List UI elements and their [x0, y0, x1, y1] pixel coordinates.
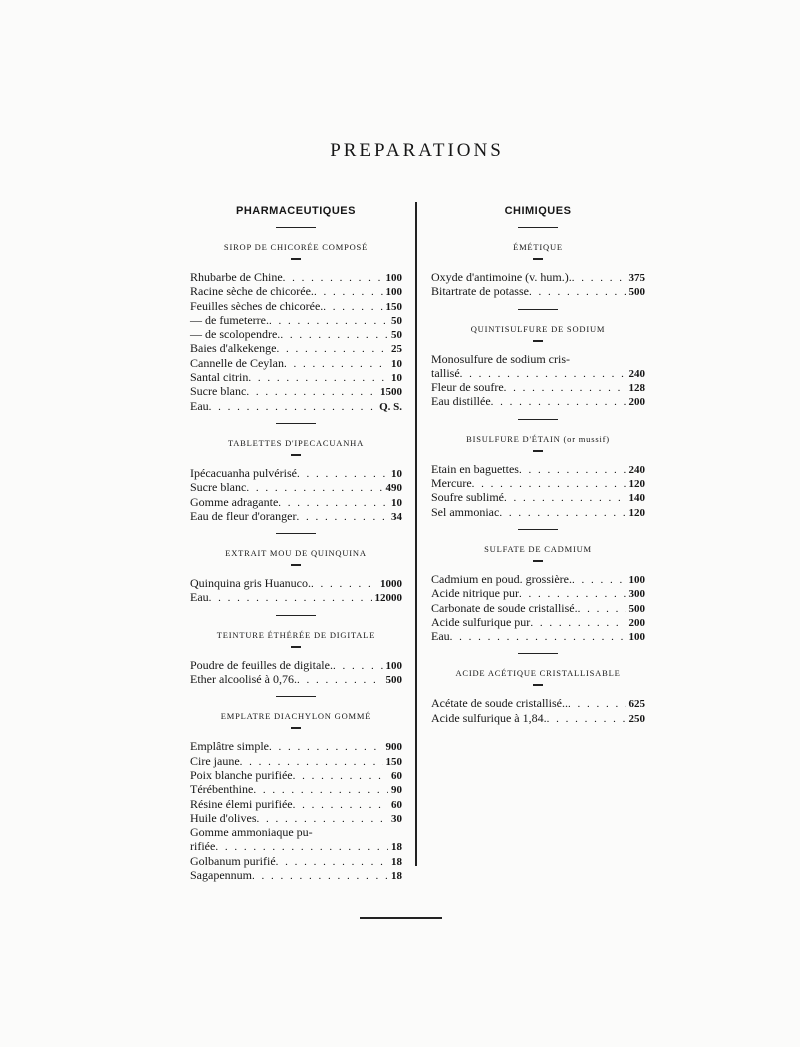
section-title: SIROP DE CHICORÉE COMPOSÉ: [223, 242, 369, 252]
ingredient-name: Résine élemi purifiée: [190, 796, 293, 811]
ingredient-row: [190, 480, 402, 494]
ingredient-name: Acétate de soude cristallisé..: [431, 696, 568, 711]
dot-leader: [572, 271, 626, 285]
recipe-section: [190, 709, 402, 882]
dot-leader: [253, 783, 388, 797]
section-list: [190, 240, 402, 882]
ingredient-row: [190, 341, 402, 355]
dot-leader: [293, 769, 388, 783]
ingredient-row: [190, 399, 402, 413]
ingredient-list: [190, 270, 402, 413]
dot-leader: [246, 481, 382, 495]
ingredient-row: [190, 384, 402, 398]
ingredient-row: [190, 825, 402, 839]
ingredient-quantity: 500: [385, 674, 402, 687]
ingredient-row: [431, 572, 645, 586]
ingredient-row: [190, 868, 402, 882]
section-title: SULFATE DE CADMIUM: [484, 543, 592, 554]
ingredient-name: Monosulfure de sodium cris-: [431, 351, 570, 366]
dot-leader: [572, 573, 626, 587]
ingredient-row: [190, 768, 402, 782]
ingredient-quantity: 10: [391, 357, 402, 370]
ingredient-name: Mercure: [431, 476, 472, 491]
ingredient-quantity: 10: [391, 496, 402, 509]
ingredient-name: Eau: [190, 398, 209, 413]
ingredient-quantity: 18: [391, 841, 402, 854]
ingredient-quantity: 375: [628, 272, 645, 284]
ingredient-quantity: 100: [385, 659, 402, 672]
ingredient-list: [431, 572, 645, 643]
ingredient-name: Poix blanche purifiée: [190, 767, 293, 782]
ingredient-list: [431, 462, 645, 519]
ingredient-name: Soufre sublimé: [431, 490, 504, 505]
section-title: TABLETTES D'IPECACUANHA: [227, 437, 365, 448]
ingredient-row: [431, 586, 645, 600]
ingredient-quantity: 100: [628, 631, 645, 644]
dot-leader: [499, 506, 625, 520]
ingredient-row: [190, 495, 402, 509]
ingredient-name: Etain en baguettes: [431, 461, 519, 476]
ingredient-list: [190, 658, 402, 687]
page-title: PREPARATIONS: [330, 140, 504, 161]
section-separator: [518, 419, 558, 420]
ingredient-row: [190, 327, 402, 341]
section-dash: [291, 454, 301, 456]
column-heading: CHIMIQUES: [504, 205, 572, 217]
ingredient-quantity: 12000: [374, 592, 402, 605]
ingredient-quantity: 200: [628, 616, 645, 629]
dot-leader: [280, 328, 388, 342]
ingredient-row: [190, 839, 402, 853]
ingredient-row: [190, 811, 402, 825]
ingredient-row: [431, 601, 645, 615]
ingredient-quantity: 250: [628, 712, 645, 725]
section-title: EMPLATRE DIACHYLON GOMMÉ: [220, 711, 372, 722]
ingredient-name: — de fumeterre.: [190, 312, 269, 327]
ingredient-name: Acide sulfurique à 1,84.: [431, 710, 547, 725]
ingredient-name: Bitartrate de potasse: [431, 284, 529, 299]
section-separator: [276, 533, 316, 534]
dot-leader: [460, 367, 626, 381]
ingredient-name: Golbanum purifié: [190, 853, 276, 868]
ingredient-quantity: 500: [628, 602, 645, 615]
dot-leader: [450, 630, 626, 644]
ingredient-name: Carbonate de soude cristallisé.: [431, 600, 578, 615]
ingredient-list: [431, 270, 645, 299]
section-separator: [276, 423, 316, 424]
ingredient-quantity: 120: [628, 478, 645, 491]
ingredient-name: Gomme adragante: [190, 494, 279, 509]
ingredient-row: [431, 696, 645, 710]
section-title: QUINTISULFURE DE SODIUM: [470, 323, 606, 334]
dot-leader: [530, 616, 625, 630]
ingredient-quantity: 240: [628, 463, 645, 476]
recipe-section: [190, 546, 402, 616]
ingredient-name: Acide nitrique pur: [431, 586, 519, 601]
dot-leader: [578, 602, 626, 616]
ingredient-quantity: 150: [385, 300, 402, 313]
dot-leader: [276, 342, 388, 356]
ingredient-name: Oxyde d'antimoine (v. hum.).: [431, 270, 572, 284]
ingredient-quantity: 200: [628, 396, 645, 409]
section-dash: [291, 727, 301, 729]
dot-leader: [529, 285, 626, 299]
dot-leader: [284, 357, 388, 371]
ingredient-list: [431, 696, 645, 725]
ingredient-name: Eau distillée: [431, 394, 491, 409]
ingredient-row: [431, 462, 645, 476]
dot-leader: [297, 673, 383, 687]
ingredient-row: [190, 590, 402, 604]
ingredient-name: rifiée: [190, 839, 216, 854]
dot-leader: [283, 271, 383, 285]
ingredient-name: Poudre de feuilles de digitale.: [190, 657, 333, 672]
ingredient-name: Fleur de soufre: [431, 380, 504, 395]
ingredient-row: [431, 711, 645, 725]
ingredient-name: Emplâtre simple: [190, 739, 269, 754]
ingredient-row: [190, 313, 402, 327]
ingredient-quantity: 50: [391, 329, 402, 342]
section-title: ÉMÉTIQUE: [513, 242, 563, 252]
recipe-section: [190, 436, 402, 534]
dot-leader: [240, 755, 383, 769]
ingredient-quantity: 30: [391, 812, 402, 825]
section-dash: [533, 560, 543, 562]
ingredient-quantity: 300: [628, 588, 645, 601]
ingredient-row: [431, 629, 645, 643]
section-dash: [533, 258, 543, 260]
ingredient-name: Ipécacuanha pulvérisé: [190, 465, 297, 480]
dot-leader: [314, 285, 383, 299]
dot-leader: [293, 798, 388, 812]
dot-leader: [246, 385, 377, 399]
ingredient-name: Quinquina gris Huanuco.: [190, 576, 311, 591]
ingredient-name: Cire jaune: [190, 753, 240, 768]
ingredient-row: [190, 509, 402, 523]
ingredient-name: Cannelle de Ceylan: [190, 355, 284, 370]
dot-leader: [504, 491, 626, 505]
ingredient-row: [190, 466, 402, 480]
ingredient-row: [431, 380, 645, 394]
ingredient-row: [431, 490, 645, 504]
ingredient-row: [431, 366, 645, 380]
ingredient-name: Cadmium en poud. grossière.: [431, 571, 572, 586]
dot-leader: [209, 591, 372, 605]
ingredient-row: [190, 370, 402, 384]
dot-leader: [257, 812, 389, 826]
dot-leader: [215, 840, 388, 854]
dot-leader: [252, 869, 388, 883]
ingredient-row: [431, 352, 645, 366]
dot-leader: [248, 371, 388, 385]
ingredient-list: [431, 352, 645, 409]
ingredient-row: [190, 672, 402, 686]
ingredient-quantity: 128: [628, 382, 645, 395]
ingredient-row: [190, 797, 402, 811]
ingredient-name: Térébenthine: [190, 782, 254, 797]
section-separator: [276, 696, 316, 697]
section-dash: [291, 258, 301, 260]
ingredient-quantity: 100: [385, 272, 402, 284]
recipe-section: [431, 322, 645, 420]
dot-leader: [504, 381, 626, 395]
dot-leader: [278, 496, 388, 510]
dot-leader: [276, 855, 388, 869]
dot-leader: [323, 300, 382, 314]
dot-leader: [472, 477, 626, 491]
section-dash: [533, 450, 543, 452]
section-separator: [518, 529, 558, 530]
ingredient-row: [431, 505, 645, 519]
ingredient-quantity: 1000: [380, 578, 402, 591]
column-divider: [415, 202, 417, 866]
section-dash: [533, 684, 543, 686]
column-heading: PHARMACEUTIQUES: [236, 205, 356, 217]
ingredient-name: Baies d'alkekenge: [190, 341, 277, 356]
ingredient-quantity: 18: [391, 855, 402, 868]
ingredient-name: Eau: [190, 590, 209, 605]
ingredient-quantity: 140: [628, 492, 645, 505]
ingredient-row: [190, 576, 402, 590]
ingredient-name: Santal citrin: [190, 370, 249, 385]
ingredient-name: Rhubarbe de Chine: [190, 270, 283, 284]
recipe-section: [431, 240, 645, 310]
ingredient-name: Eau: [431, 629, 450, 644]
column-pharmaceutiques: [190, 203, 402, 882]
section-list: [431, 240, 645, 725]
section-title: BISULFURE D'ÉTAIN (or mussif): [466, 433, 610, 444]
ingredient-quantity: 1500: [380, 386, 402, 399]
ingredient-name: Sucre blanc: [190, 480, 247, 495]
ingredient-quantity: 60: [391, 798, 402, 811]
section-title: TEINTURE ÉTHÉRÉE DE DIGITALE: [216, 629, 376, 640]
dot-leader: [297, 467, 388, 481]
ingredient-quantity: 34: [391, 510, 402, 523]
ingredient-quantity: 25: [391, 343, 402, 356]
ingredient-row: [431, 394, 645, 408]
section-separator: [276, 615, 316, 616]
ingredient-row: [431, 270, 645, 284]
heading-rule: [276, 227, 316, 228]
ingredient-list: [190, 466, 402, 523]
ingredient-row: [190, 754, 402, 768]
section-title: ACIDE ACÉTIQUE CRISTALLISABLE: [455, 668, 621, 679]
section-dash: [291, 646, 301, 648]
dot-leader: [568, 697, 626, 711]
ingredient-quantity: 100: [628, 573, 645, 586]
recipe-section: [431, 432, 645, 530]
dot-leader: [269, 740, 383, 754]
column-chimiques: [431, 203, 645, 725]
section-separator: [518, 653, 558, 654]
ingredient-quantity: 240: [628, 367, 645, 380]
ingredient-name: Eau de fleur d'oranger: [190, 508, 297, 523]
ingredient-quantity: 120: [628, 506, 645, 519]
section-dash: [533, 340, 543, 342]
ingredient-row: [190, 270, 402, 284]
ingredient-name: Feuilles sèches de chicorée.: [190, 298, 324, 313]
ingredient-row: [190, 739, 402, 753]
ingredient-row: [190, 782, 402, 796]
ingredient-row: [190, 854, 402, 868]
dot-leader: [269, 314, 388, 328]
ingredient-row: [431, 615, 645, 629]
ingredient-quantity: 10: [391, 467, 402, 480]
dot-leader: [547, 712, 626, 726]
ingredient-name: — de scolopendre.: [190, 327, 281, 342]
dot-leader: [311, 577, 377, 591]
section-dash: [291, 564, 301, 566]
ingredient-name: tallisé: [431, 365, 460, 380]
ingredient-quantity: 625: [628, 698, 645, 711]
section-title: EXTRAIT MOU DE QUINQUINA: [225, 548, 367, 559]
ingredient-name: Sucre blanc: [190, 384, 247, 399]
ingredient-quantity: 900: [385, 741, 402, 754]
recipe-section: [190, 240, 402, 424]
bottom-rule: [360, 917, 442, 919]
ingredient-row: [431, 476, 645, 490]
ingredient-list: [190, 576, 402, 605]
recipe-section: [431, 666, 645, 725]
ingredient-quantity: 500: [628, 286, 645, 299]
ingredient-quantity: 18: [391, 870, 402, 883]
ingredient-row: [190, 284, 402, 298]
recipe-section: [190, 628, 402, 698]
ingredient-quantity: Q. S.: [379, 400, 402, 413]
dot-leader: [519, 587, 626, 601]
ingredient-quantity: 100: [385, 286, 402, 299]
ingredient-quantity: 60: [391, 769, 402, 782]
ingredient-row: [431, 284, 645, 298]
ingredient-name: Racine sèche de chicorée.: [190, 284, 314, 299]
ingredient-list: [190, 739, 402, 882]
ingredient-name: Sel ammoniac: [431, 504, 500, 519]
ingredient-row: [190, 658, 402, 672]
ingredient-name: Ether alcoolisé à 0,76.: [190, 672, 297, 687]
ingredient-quantity: 150: [385, 755, 402, 768]
recipe-section: [431, 542, 645, 654]
dot-leader: [209, 400, 376, 414]
ingredient-quantity: 10: [391, 372, 402, 385]
ingredient-row: [190, 356, 402, 370]
ingredient-name: Sagapennum: [190, 868, 252, 883]
ingredient-name: Huile d'olives: [190, 810, 257, 825]
section-separator: [518, 309, 558, 310]
ingredient-row: [190, 299, 402, 313]
dot-leader: [491, 395, 626, 409]
dot-leader: [296, 510, 388, 524]
ingredient-name: Acide sulfurique pur: [431, 614, 531, 629]
ingredient-name: Gomme ammoniaque pu-: [190, 825, 313, 840]
ingredient-quantity: 50: [391, 314, 402, 327]
dot-leader: [333, 659, 383, 673]
ingredient-quantity: 90: [391, 784, 402, 797]
ingredient-quantity: 490: [385, 482, 402, 495]
dot-leader: [519, 463, 626, 477]
heading-rule: [518, 227, 558, 228]
